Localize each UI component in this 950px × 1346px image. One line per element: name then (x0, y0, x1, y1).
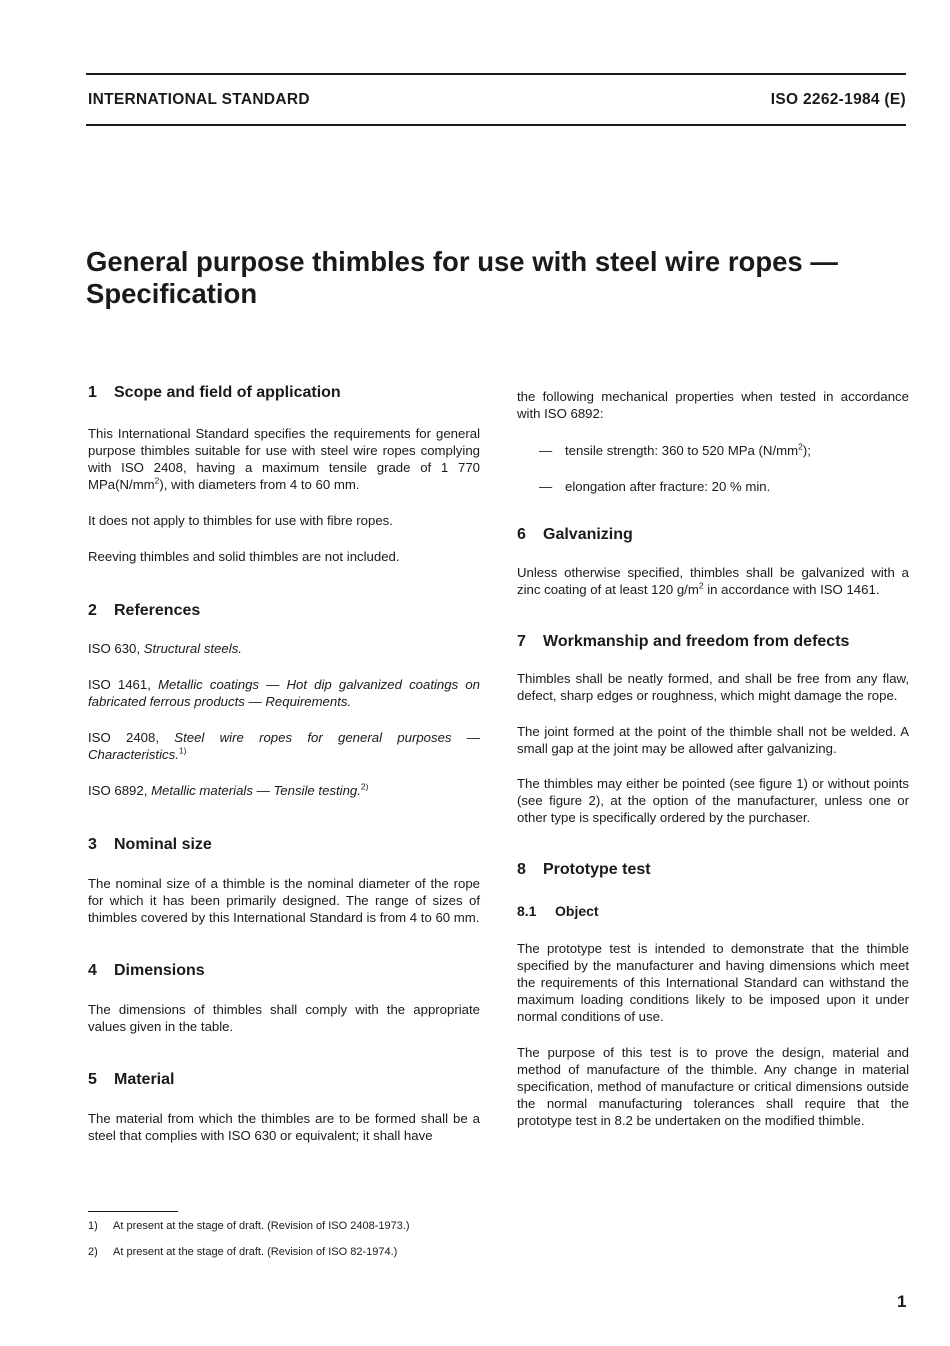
header-top-rule (86, 73, 906, 75)
list-item-tensile-strength: — tensile strength: 360 to 520 MPa $(N/mm^2)$; (539, 441, 811, 458)
section-7-paragraph-1: Thimbles shall be neatly formed, and shall be free from any flaw, defect, sharp edges or roughness, which might damage the rope. (517, 671, 909, 703)
section-4-heading: 4 Dimensions (88, 962, 205, 979)
header-document-number: ISO 2262-1984 (E) (770, 91, 906, 108)
section-6-paragraph-1: Unless otherwise specified, thimbles shall be galvanized with a zinc coating of at least 120 $g/m^2$ in accordance with ISO 1461. (517, 565, 909, 597)
subsection-8-1-paragraph-2: The purpose of this test is to prove the design, material and method of manufacture of the thimble. Any change in material specification, method of manufacture or critical dimensions outside the normal manufacturing tolerances shall require that the prototype test in 8.2 be undertaken on the modified thimble. (517, 1045, 909, 1128)
header-bottom-rule (86, 124, 906, 126)
footnote-ref-1: 1) (178, 745, 187, 756)
list-item-elongation: — elongation after fracture: 20 % min. (539, 479, 771, 494)
section-1-paragraph-3: Reeving thimbles and solid thimbles are not included. (88, 549, 400, 564)
section-8-heading: 8 Prototype test (517, 861, 651, 878)
footnote-2: 2) At present at the stage of draft. (Revision of ISO 82-1974.) (88, 1246, 398, 1258)
section-1-paragraph-1: This International Standard specifies the requirements for general purpose thimbles suitable for use with steel wire ropes complying with ISO 2408, having a maximum tensile grade of 1 770 $MPa(N/mm^2)$, with diameters from 4 to 60 mm. (88, 426, 480, 492)
section-1-paragraph-2: It does not apply to thimbles for use with fibre ropes. (88, 513, 393, 528)
left-column (88, 382, 480, 1144)
section-5-heading: 5 Material (88, 1071, 175, 1088)
reference-iso-1461: ISO 1461, Metallic coatings — Hot dip galvanized coatings on fabricated ferrous products — Requirements. (88, 677, 480, 709)
reference-iso-630: ISO 630, Structural steels. (88, 641, 242, 656)
footnote-1: 1) At present at the stage of draft. (Revision of ISO 2408-1973.) (88, 1220, 410, 1232)
section-7-paragraph-2: The joint formed at the point of the thimble shall not be welded. A small gap at the joint may be allowed after galvanizing. (517, 724, 909, 756)
section-5-continuation: the following mechanical properties when tested in accordance with ISO 6892: (517, 389, 909, 421)
title-line-2: Specification (86, 278, 258, 309)
page-number: 1 (897, 1292, 907, 1311)
reference-iso-6892: ISO 6892, Metallic materials — Tensile testing.$^{2)}$ (88, 781, 369, 798)
section-7-heading: 7 Workmanship and freedom from defects (517, 633, 850, 650)
section-2-heading: 2 References (88, 602, 201, 619)
section-7-paragraph-3: The thimbles may either be pointed (see figure 1) or without points (see figure 2), at the option of the manufacturer, unless one or other type is specifically ordered by the purchaser. (517, 776, 909, 825)
subsection-8-1-paragraph-1: The prototype test is intended to demonstrate that the thimble specified by the manufacturer and having dimensions which meet the requirements of this International Standard can withstand the maximum loading conditions likely to be imposed upon it under normal conditions of use. (517, 941, 909, 1024)
section-5-paragraph-1: The material from which the thimbles are to be formed shall be a steel that complies with ISO 630 or equivalent; it shall have (88, 1111, 480, 1143)
section-3-heading: 3 Nominal size (88, 836, 212, 853)
title-line-1: General purpose thimbles for use with steel wire ropes — (86, 246, 838, 277)
section-1-heading: 1 Scope and field of application (88, 384, 341, 401)
right-column (517, 388, 909, 1129)
footnote-separator (88, 1211, 178, 1212)
section-4-paragraph-1: The dimensions of thimbles shall comply with the appropriate values given in the table. (88, 1002, 480, 1034)
section-3-paragraph-1: The nominal size of a thimble is the nominal diameter of the rope for which it has been primarily designed. The range of sizes of thimbles covered by this International Standard is from 4 to 60 mm. (88, 876, 480, 925)
section-6-heading: 6 Galvanizing (517, 526, 633, 543)
document-title (86, 246, 916, 310)
header-standard-label: INTERNATIONAL STANDARD (88, 91, 310, 108)
subsection-8-1-heading: 8.1 Object (517, 903, 599, 919)
footnote-ref-2: 2) (360, 781, 369, 792)
reference-iso-2408: ISO 2408, Steel wire ropes for general purposes — Characteristics.$^{1)}$ (88, 730, 480, 762)
